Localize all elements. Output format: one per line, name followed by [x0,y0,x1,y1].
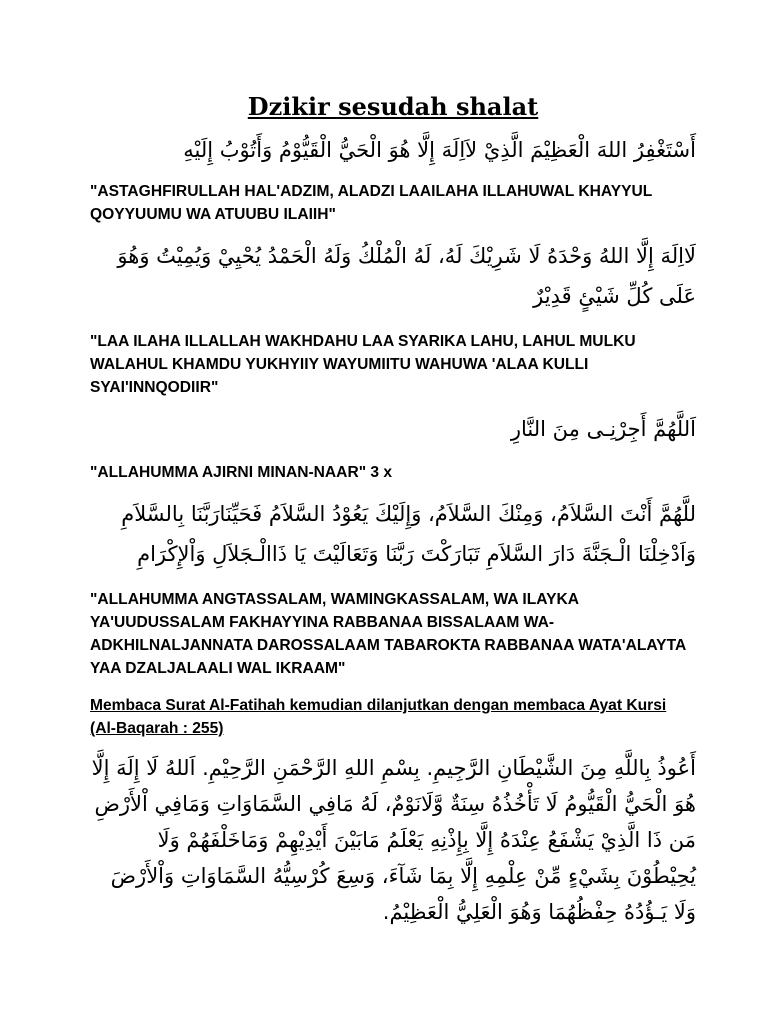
transliteration-istighfar: "ASTAGHFIRULLAH HAL'ADZIM, ALADZI LAAILAHA ILLAHUWAL KHAYYUL QOYYUUMU WA ATUUBU ILAIIH" [90,183,653,223]
transliteration-assalam: "ALLAHUMMA ANGTASSALAM, WAMINGKASSALAM, WA ILAYKA YA'UUDUSSALAM FAKHAYYINA RABBANAA BISSALAAM WA-ADKHILNALJANNATA DAROSSALAAM TABAROKTA RABBANAA WATA'ALAYTA YAA DZALJALAALI WAL IKRAAM" [90,591,686,677]
transliteration-tahlil: "LAA ILAHA ILLALLAH WAKHDAHU LAA SYARIKA LAHU, LAHUL MULKU WALAHUL KHAMDU YUKHYIIY WAYUMIITU WAHUWA 'ALAA KULLI SYAI'INNQODIIR" [90,333,636,396]
instruction-text: Membaca Surat Al-Fatihah kemudian dilanjutkan dengan membaca Ayat Kursi (Al-Baqarah : 255) [90,697,667,737]
arabic-text-ayat-kursi: أَعُوذُ بِاللَّهِ مِنَ الشَّيْطَانِ الرَّجِيمِ. بِسْمِ اللهِ الرَّحْمَنِ الرَّحِيْمِ. اَللهُ لَا إِلَهَ إِلَّا هُوَ الْحَيُّ الْقَيُّومُ لَا تَأْخُذُهُ سِنَةٌ وَّلَانَوْمٌ، لَهُ مَافِي السَّمَاوَاتِ وَمَافِي اْلأَرْضِ مَن ذَا الَّذِيْ يَشْفَعُ عِنْدَهُ إِلَّا بِإِذْنِهِ يَعْلَمُ مَابَيْنَ أَيْدِيْهِمْ وَمَاخَلْفَهُمْ وَلَا يُحِيْطُوْنَ بِشَيْءٍ مِّنْ عِلْمِهِ إِلَّا بِمَا شَآءَ، وَسِعَ كُرْسِيُّهُ السَّمَاوَاتِ وَاْلأَرْضَ وَلَا يَـؤُدُهُ حِفْظُهُمَا وَهُوَ الْعَلِيُّ الْعَظِيْمُ. [91,756,696,924]
arabic-text-ajirni: اَللَّهُمَّ أَجِرْنِـى مِنَ النَّارِ [510,417,696,441]
arabic-text-istighfar: أَسْتَغْفِرُ اللهَ الْعَظِيْمَ الَّذِيْ لاَاِلَهَ إِلَّا هُوَ الْحَيُّ الْقَيُّوْمُ وَأَتُوْبُ إِلَيْهِ [183,138,696,162]
arabic-text-assalam: للَّهُمَّ أَنْتَ السَّلاَمُ، وَمِنْكَ السَّلاَمُ، وَإِلَيْكَ يَعُوْدُ السَّلاَمُ فَحَيِّنَارَبَّنَا بِالسَّلاَمِ وَاَدْخِلْنَا الْـجَنَّةَ دَارَ السَّلاَمِ تَبَارَكْتَ رَبَّنَا وَتَعَالَيْتَ يَا ذَاالْـجَلاَلِ وَاْلإِكْرَامِ [121,502,696,566]
transliteration-ajirni: "ALLAHUMMA AJIRNI MINAN-NAAR" 3 x [90,464,393,481]
arabic-text-tahlil: لَااِلَهَ إِلَّا اللهُ وَحْدَهُ لَا شَرِيْكَ لَهُ، لَهُ الْمُلْكُ وَلَهُ الْحَمْدُ يُحْيِيْ وَيُمِيْتُ وَهُوَ عَلَى كُلِّ شَيْئٍ قَدِيْرٌ [117,244,696,308]
page-title: Dzikir sesudah shalat [247,92,539,121]
